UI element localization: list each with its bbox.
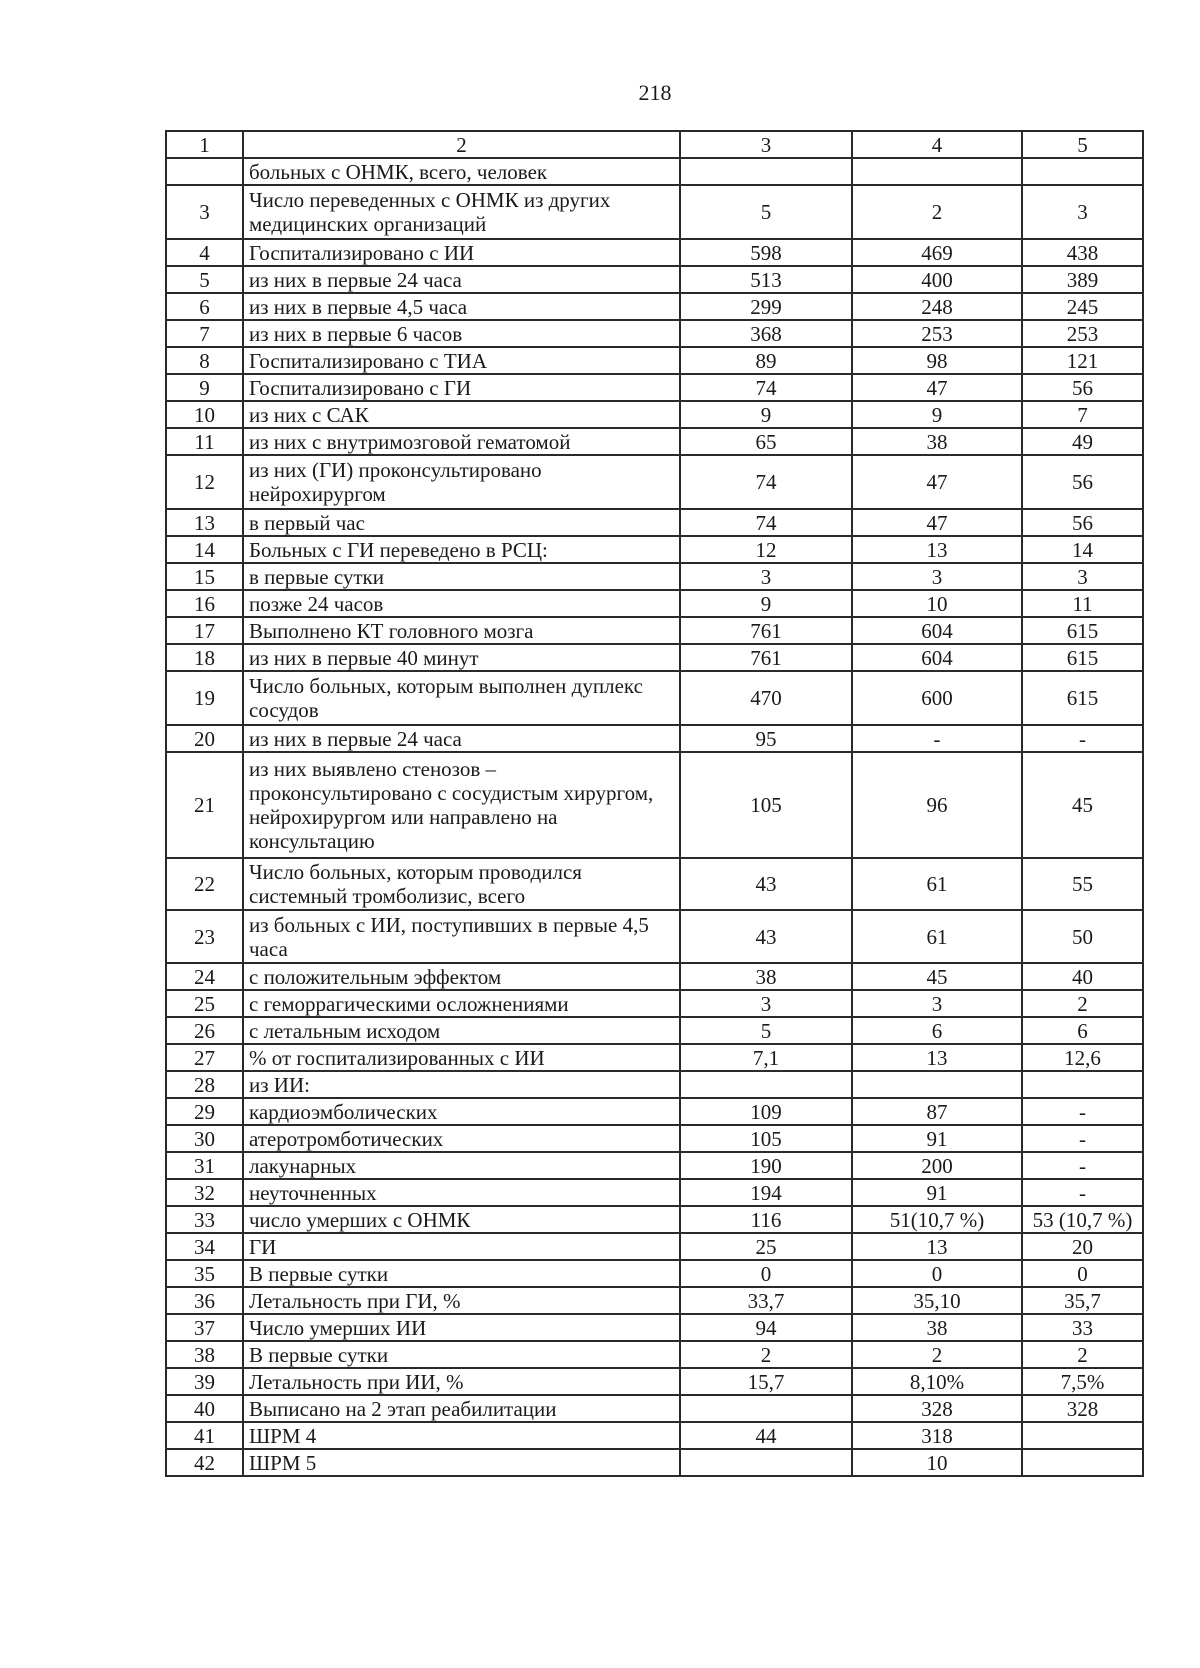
row-description-cell: из них в первые 40 минут — [243, 644, 680, 671]
column-5-value-cell: 328 — [1022, 1395, 1143, 1422]
row-number-cell — [166, 158, 243, 185]
column-4-value-cell — [852, 158, 1022, 185]
column-3-value-cell: 43 — [680, 858, 852, 910]
column-3-value-cell: 0 — [680, 1260, 852, 1287]
column-5-value-cell: - — [1022, 1125, 1143, 1152]
column-4-value-cell: 47 — [852, 455, 1022, 509]
row-description-cell: Выполнено КТ головного мозга — [243, 617, 680, 644]
row-number-cell: 19 — [166, 671, 243, 725]
row-number-cell: 13 — [166, 509, 243, 536]
column-4-value-cell: 2 — [852, 185, 1022, 239]
column-4-value-cell: 318 — [852, 1422, 1022, 1449]
table-row — [166, 374, 1143, 401]
row-number-cell: 11 — [166, 428, 243, 455]
row-description-cell: Выписано на 2 этап реабилитации — [243, 1395, 680, 1422]
column-5-value-cell: 615 — [1022, 617, 1143, 644]
row-description-cell: из больных с ИИ, поступивших в первые 4,5 часа — [243, 910, 680, 963]
table-row — [166, 428, 1143, 455]
row-number-cell: 7 — [166, 320, 243, 347]
table-row — [166, 563, 1143, 590]
header-cell: 1 — [166, 131, 243, 158]
row-number-cell: 20 — [166, 725, 243, 752]
row-description-cell: с положительным эффектом — [243, 963, 680, 990]
table-row — [166, 617, 1143, 644]
column-3-value-cell: 44 — [680, 1422, 852, 1449]
row-number-cell: 34 — [166, 1233, 243, 1260]
column-4-value-cell: 87 — [852, 1098, 1022, 1125]
column-3-value-cell: 513 — [680, 266, 852, 293]
row-number-cell: 8 — [166, 347, 243, 374]
header-cell: 2 — [243, 131, 680, 158]
table-row — [166, 1233, 1143, 1260]
column-4-value-cell: 13 — [852, 1233, 1022, 1260]
row-description-cell: Госпитализировано с ГИ — [243, 374, 680, 401]
row-number-cell: 14 — [166, 536, 243, 563]
column-4-value-cell: 3 — [852, 563, 1022, 590]
column-5-value-cell: 2 — [1022, 990, 1143, 1017]
column-5-value-cell: 40 — [1022, 963, 1143, 990]
column-5-value-cell: 2 — [1022, 1341, 1143, 1368]
row-number-cell: 21 — [166, 752, 243, 858]
row-description-cell: Больных с ГИ переведено в РСЦ: — [243, 536, 680, 563]
column-3-value-cell: 5 — [680, 1017, 852, 1044]
column-3-value-cell: 105 — [680, 1125, 852, 1152]
table-row — [166, 185, 1143, 239]
column-3-value-cell: 94 — [680, 1314, 852, 1341]
table-row — [166, 1314, 1143, 1341]
column-3-value-cell: 299 — [680, 293, 852, 320]
table-row — [166, 239, 1143, 266]
table-row — [166, 725, 1143, 752]
column-3-value-cell: 2 — [680, 1341, 852, 1368]
row-description-cell: в первый час — [243, 509, 680, 536]
column-5-value-cell: 615 — [1022, 644, 1143, 671]
column-3-value-cell: 74 — [680, 455, 852, 509]
column-3-value-cell: 9 — [680, 590, 852, 617]
table-row — [166, 671, 1143, 725]
column-5-value-cell: 56 — [1022, 455, 1143, 509]
column-5-value-cell: - — [1022, 725, 1143, 752]
table-row — [166, 536, 1143, 563]
row-number-cell: 27 — [166, 1044, 243, 1071]
column-4-value-cell: 400 — [852, 266, 1022, 293]
column-4-value-cell: 328 — [852, 1395, 1022, 1422]
row-number-cell: 29 — [166, 1098, 243, 1125]
table-row — [166, 1341, 1143, 1368]
row-description-cell: Число больных, которым проводился системный тромболизис, всего — [243, 858, 680, 910]
column-4-value-cell: 600 — [852, 671, 1022, 725]
row-number-cell: 9 — [166, 374, 243, 401]
row-number-cell: 38 — [166, 1341, 243, 1368]
row-number-cell: 18 — [166, 644, 243, 671]
column-4-value-cell: 8,10% — [852, 1368, 1022, 1395]
column-4-value-cell: 38 — [852, 428, 1022, 455]
column-5-value-cell: 3 — [1022, 185, 1143, 239]
column-4-value-cell: 3 — [852, 990, 1022, 1017]
header-cell: 5 — [1022, 131, 1143, 158]
column-3-value-cell: 598 — [680, 239, 852, 266]
row-description-cell: ГИ — [243, 1233, 680, 1260]
row-number-cell: 42 — [166, 1449, 243, 1476]
table-row — [166, 1071, 1143, 1098]
column-4-value-cell: 10 — [852, 1449, 1022, 1476]
row-description-cell: ШРМ 5 — [243, 1449, 680, 1476]
column-5-value-cell: 7 — [1022, 401, 1143, 428]
row-number-cell: 3 — [166, 185, 243, 239]
column-3-value-cell: 3 — [680, 990, 852, 1017]
column-4-value-cell: 469 — [852, 239, 1022, 266]
column-4-value-cell: 47 — [852, 374, 1022, 401]
column-3-value-cell: 368 — [680, 320, 852, 347]
column-3-value-cell: 12 — [680, 536, 852, 563]
row-description-cell: Летальность при ГИ, % — [243, 1287, 680, 1314]
column-5-value-cell: 35,7 — [1022, 1287, 1143, 1314]
table-row — [166, 1044, 1143, 1071]
row-description-cell: Госпитализировано с ИИ — [243, 239, 680, 266]
row-number-cell: 25 — [166, 990, 243, 1017]
column-3-value-cell: 43 — [680, 910, 852, 963]
row-number-cell: 16 — [166, 590, 243, 617]
row-number-cell: 22 — [166, 858, 243, 910]
column-4-value-cell: 35,10 — [852, 1287, 1022, 1314]
row-number-cell: 39 — [166, 1368, 243, 1395]
table-row — [166, 644, 1143, 671]
column-3-value-cell — [680, 158, 852, 185]
row-number-cell: 5 — [166, 266, 243, 293]
table-row — [166, 1179, 1143, 1206]
column-3-value-cell: 38 — [680, 963, 852, 990]
column-4-value-cell: 96 — [852, 752, 1022, 858]
row-number-cell: 26 — [166, 1017, 243, 1044]
column-5-value-cell: 20 — [1022, 1233, 1143, 1260]
table-row — [166, 1206, 1143, 1233]
row-number-cell: 30 — [166, 1125, 243, 1152]
column-3-value-cell: 74 — [680, 374, 852, 401]
row-description-cell: из ИИ: — [243, 1071, 680, 1098]
row-description-cell: кардиоэмболических — [243, 1098, 680, 1125]
table-row — [166, 347, 1143, 374]
row-description-cell: лакунарных — [243, 1152, 680, 1179]
column-5-value-cell — [1022, 1449, 1143, 1476]
column-5-value-cell — [1022, 1071, 1143, 1098]
row-number-cell: 12 — [166, 455, 243, 509]
column-5-value-cell: 3 — [1022, 563, 1143, 590]
row-description-cell: из них с САК — [243, 401, 680, 428]
column-5-value-cell: 33 — [1022, 1314, 1143, 1341]
table-row — [166, 858, 1143, 910]
table-row — [166, 1422, 1143, 1449]
row-description-cell: с летальным исходом — [243, 1017, 680, 1044]
column-4-value-cell: 604 — [852, 617, 1022, 644]
column-5-value-cell: 11 — [1022, 590, 1143, 617]
column-3-value-cell: 25 — [680, 1233, 852, 1260]
row-number-cell: 33 — [166, 1206, 243, 1233]
row-number-cell: 17 — [166, 617, 243, 644]
column-4-value-cell: 38 — [852, 1314, 1022, 1341]
table-row — [166, 266, 1143, 293]
column-3-value-cell: 74 — [680, 509, 852, 536]
row-number-cell: 40 — [166, 1395, 243, 1422]
column-4-value-cell: 248 — [852, 293, 1022, 320]
table-row — [166, 1125, 1143, 1152]
column-3-value-cell — [680, 1071, 852, 1098]
column-3-value-cell: 33,7 — [680, 1287, 852, 1314]
row-description-cell: Число переведенных с ОНМК из других медицинских организаций — [243, 185, 680, 239]
column-5-value-cell: 12,6 — [1022, 1044, 1143, 1071]
column-3-value-cell: 65 — [680, 428, 852, 455]
column-4-value-cell: 200 — [852, 1152, 1022, 1179]
row-number-cell: 41 — [166, 1422, 243, 1449]
column-3-value-cell: 761 — [680, 644, 852, 671]
column-3-value-cell: 194 — [680, 1179, 852, 1206]
column-3-value-cell: 9 — [680, 401, 852, 428]
table-row — [166, 401, 1143, 428]
header-cell: 3 — [680, 131, 852, 158]
row-description-cell: Летальность при ИИ, % — [243, 1368, 680, 1395]
column-5-value-cell: 7,5% — [1022, 1368, 1143, 1395]
column-4-value-cell: 61 — [852, 858, 1022, 910]
column-4-value-cell: 91 — [852, 1125, 1022, 1152]
row-number-cell: 32 — [166, 1179, 243, 1206]
row-number-cell: 28 — [166, 1071, 243, 1098]
row-number-cell: 24 — [166, 963, 243, 990]
column-5-value-cell: 438 — [1022, 239, 1143, 266]
column-5-value-cell: 0 — [1022, 1260, 1143, 1287]
column-5-value-cell: 50 — [1022, 910, 1143, 963]
column-3-value-cell: 470 — [680, 671, 852, 725]
table-row — [166, 158, 1143, 185]
column-3-value-cell: 5 — [680, 185, 852, 239]
column-4-value-cell: 13 — [852, 536, 1022, 563]
table-row — [166, 590, 1143, 617]
row-description-cell: ШРМ 4 — [243, 1422, 680, 1449]
table-row — [166, 455, 1143, 509]
row-description-cell: неуточненных — [243, 1179, 680, 1206]
column-5-value-cell: 14 — [1022, 536, 1143, 563]
table-row — [166, 1395, 1143, 1422]
column-5-value-cell: 56 — [1022, 509, 1143, 536]
column-5-value-cell: 49 — [1022, 428, 1143, 455]
column-3-value-cell: 95 — [680, 725, 852, 752]
column-3-value-cell: 190 — [680, 1152, 852, 1179]
row-number-cell: 36 — [166, 1287, 243, 1314]
row-description-cell: % от госпитализированных с ИИ — [243, 1044, 680, 1071]
table-row — [166, 1017, 1143, 1044]
column-4-value-cell: 98 — [852, 347, 1022, 374]
page-number: 218 — [638, 80, 672, 105]
column-3-value-cell: 109 — [680, 1098, 852, 1125]
column-4-value-cell — [852, 1071, 1022, 1098]
column-3-value-cell: 3 — [680, 563, 852, 590]
row-description-cell: В первые сутки — [243, 1341, 680, 1368]
column-3-value-cell: 15,7 — [680, 1368, 852, 1395]
row-description-cell: число умерших с ОНМК — [243, 1206, 680, 1233]
table-row — [166, 910, 1143, 963]
column-4-value-cell: 2 — [852, 1341, 1022, 1368]
column-3-value-cell: 89 — [680, 347, 852, 374]
column-5-value-cell — [1022, 158, 1143, 185]
row-description-cell: из них в первые 24 часа — [243, 266, 680, 293]
table-row — [166, 1152, 1143, 1179]
row-number-cell: 37 — [166, 1314, 243, 1341]
row-number-cell: 4 — [166, 239, 243, 266]
row-description-cell: Госпитализировано с ТИА — [243, 347, 680, 374]
table-row — [166, 1368, 1143, 1395]
row-description-cell: из них в первые 6 часов — [243, 320, 680, 347]
column-4-value-cell: 45 — [852, 963, 1022, 990]
table-row — [166, 752, 1143, 858]
row-description-cell: из них (ГИ) проконсультировано нейрохирургом — [243, 455, 680, 509]
row-number-cell: 6 — [166, 293, 243, 320]
row-number-cell: 15 — [166, 563, 243, 590]
table-row — [166, 509, 1143, 536]
column-5-value-cell: - — [1022, 1152, 1143, 1179]
column-3-value-cell: 7,1 — [680, 1044, 852, 1071]
column-5-value-cell: 121 — [1022, 347, 1143, 374]
column-4-value-cell: 51(10,7 %) — [852, 1206, 1022, 1233]
column-5-value-cell: 45 — [1022, 752, 1143, 858]
column-4-value-cell: - — [852, 725, 1022, 752]
column-3-value-cell: 105 — [680, 752, 852, 858]
column-5-value-cell: 615 — [1022, 671, 1143, 725]
row-number-cell: 31 — [166, 1152, 243, 1179]
row-description-cell: из них в первые 24 часа — [243, 725, 680, 752]
row-description-cell: больных с ОНМК, всего, человек — [243, 158, 680, 185]
table-row — [166, 1260, 1143, 1287]
column-5-value-cell: - — [1022, 1179, 1143, 1206]
column-5-value-cell: 6 — [1022, 1017, 1143, 1044]
table-row — [166, 1287, 1143, 1314]
column-4-value-cell: 9 — [852, 401, 1022, 428]
column-4-value-cell: 61 — [852, 910, 1022, 963]
data-table — [165, 130, 1144, 1477]
column-3-value-cell: 116 — [680, 1206, 852, 1233]
column-4-value-cell: 10 — [852, 590, 1022, 617]
row-description-cell: из них выявлено стенозов – проконсультировано с сосудистым хирургом, нейрохирургом или направлено на консультацию — [243, 752, 680, 858]
header-cell: 4 — [852, 131, 1022, 158]
row-description-cell: позже 24 часов — [243, 590, 680, 617]
row-description-cell: с геморрагическими осложнениями — [243, 990, 680, 1017]
row-description-cell: Число больных, которым выполнен дуплекс сосудов — [243, 671, 680, 725]
table-header-row — [166, 131, 1143, 158]
column-4-value-cell: 6 — [852, 1017, 1022, 1044]
column-4-value-cell: 0 — [852, 1260, 1022, 1287]
table-row — [166, 963, 1143, 990]
column-5-value-cell: 253 — [1022, 320, 1143, 347]
column-5-value-cell: 56 — [1022, 374, 1143, 401]
row-description-cell: Число умерших ИИ — [243, 1314, 680, 1341]
table-row — [166, 320, 1143, 347]
column-3-value-cell — [680, 1395, 852, 1422]
column-3-value-cell — [680, 1449, 852, 1476]
table-row — [166, 1449, 1143, 1476]
row-number-cell: 23 — [166, 910, 243, 963]
column-4-value-cell: 604 — [852, 644, 1022, 671]
column-5-value-cell: 389 — [1022, 266, 1143, 293]
row-description-cell: из них в первые 4,5 часа — [243, 293, 680, 320]
column-5-value-cell: 55 — [1022, 858, 1143, 910]
column-5-value-cell: - — [1022, 1098, 1143, 1125]
column-4-value-cell: 47 — [852, 509, 1022, 536]
row-description-cell: в первые сутки — [243, 563, 680, 590]
row-description-cell: из них с внутримозговой гематомой — [243, 428, 680, 455]
row-number-cell: 10 — [166, 401, 243, 428]
row-description-cell: атеротромботических — [243, 1125, 680, 1152]
column-4-value-cell: 91 — [852, 1179, 1022, 1206]
column-4-value-cell: 13 — [852, 1044, 1022, 1071]
row-description-cell: В первые сутки — [243, 1260, 680, 1287]
table-row — [166, 990, 1143, 1017]
column-3-value-cell: 761 — [680, 617, 852, 644]
column-5-value-cell: 53 (10,7 %) — [1022, 1206, 1143, 1233]
row-number-cell: 35 — [166, 1260, 243, 1287]
column-5-value-cell: 245 — [1022, 293, 1143, 320]
column-5-value-cell — [1022, 1422, 1143, 1449]
table-row — [166, 1098, 1143, 1125]
column-4-value-cell: 253 — [852, 320, 1022, 347]
table-row — [166, 293, 1143, 320]
